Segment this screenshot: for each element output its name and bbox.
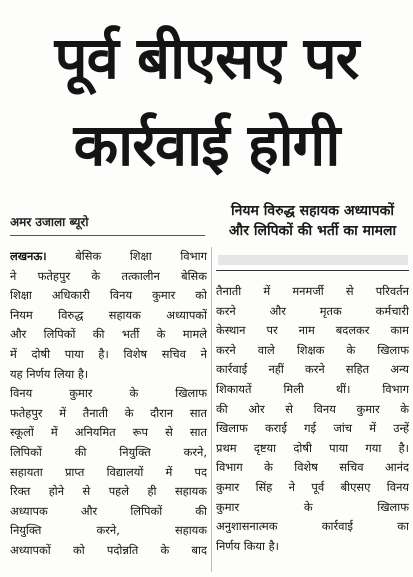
left-column-line: ने फतेहपुर के तत्कालीन बेसिक [10,268,207,283]
right-column-line: केस्थान पर नाम बदलकर काम [216,323,409,338]
dateline: लखनऊ। [10,249,47,263]
left-column-line: सहायता प्राप्त विद्यालयों में पद [10,464,207,479]
sidebar-divider [216,270,409,271]
right-column-line: कार्रवाई नहीं करने सहित अन्य [216,362,409,377]
left-column-line: शिक्षा अधिकारी विनय कुमार को [10,288,207,303]
right-column-line: करने और मृतक कर्मचारी [216,303,409,318]
right-column-line: निर्णय किया है। [216,538,279,553]
right-column-line: विभाग के विशेष सचिव आनंद [216,460,409,475]
left-column [10,247,207,561]
left-column-line: फतेहपुर में तैनाती के दौरान सात [10,405,207,420]
left-column-line: लिपिकों की नियुक्ति करने, [10,444,207,459]
left-column-line: अध्यापकों को पदोन्नति के बाद [10,542,207,557]
byline: अमर उजाला ब्यूरो [10,215,89,229]
left-column-line: में दोषी पाया है। विशेष सचिव ने [10,346,207,361]
left-column-line: रिक्त होने से पहले ही सहायक [10,484,207,499]
right-column-line: की ओर से विनय कुमार के [216,401,409,416]
left-column-line: यह निर्णय लिया है। [10,366,89,381]
left-column-line: नियम विरुद्ध सहायक अध्यापकों [10,307,207,322]
right-column-line: कुमार के खिलाफ [216,499,409,514]
left-column-line [10,247,207,267]
left-column-line: स्कूलों में अनियमित रूप से सात [10,425,207,440]
sidebar-highlight-band [218,255,408,265]
right-column-line: तैनाती में मनमर्जी से परिवर्तन [216,284,409,298]
left-column-line: और लिपिकों की भर्ती के मामले [10,327,207,342]
headline-line-2: कार्रवाई होगी [73,111,340,179]
left-column-line: विनय कुमार के खिलाफ [10,386,207,401]
right-column-line: करने वाले शिक्षक के खिलाफ [216,342,409,357]
headline-line-1: पूर्व बीएसए पर [54,24,359,92]
column-divider [211,247,212,572]
left-column-line-text: बेसिक शिक्षा विभाग [75,249,207,263]
right-column-line: कुमार सिंह ने पूर्व बीएसए विनय [216,479,409,494]
right-column-line: शिकायतें मिली थीं। विभाग [216,381,409,396]
byline-divider [10,235,205,236]
right-column-line: प्रथम दृष्टया दोषी पाया गया है। [216,440,409,455]
right-column-line: अनुशासनात्मक कार्रवाई का [216,519,409,534]
right-column [216,282,409,556]
left-column-line: नियुक्ति करने, सहायक [10,523,207,538]
sidebar-callout [216,201,409,243]
sidebar-callout-text: नियम विरुद्ध सहायक अध्यापकों और लिपिकों की भर्ती का मामला [228,203,397,239]
right-column-line: खिलाफ कराई गई जांच में उन्हें [216,421,409,436]
left-column-line: अध्यापक और लिपिकों की [10,503,207,518]
